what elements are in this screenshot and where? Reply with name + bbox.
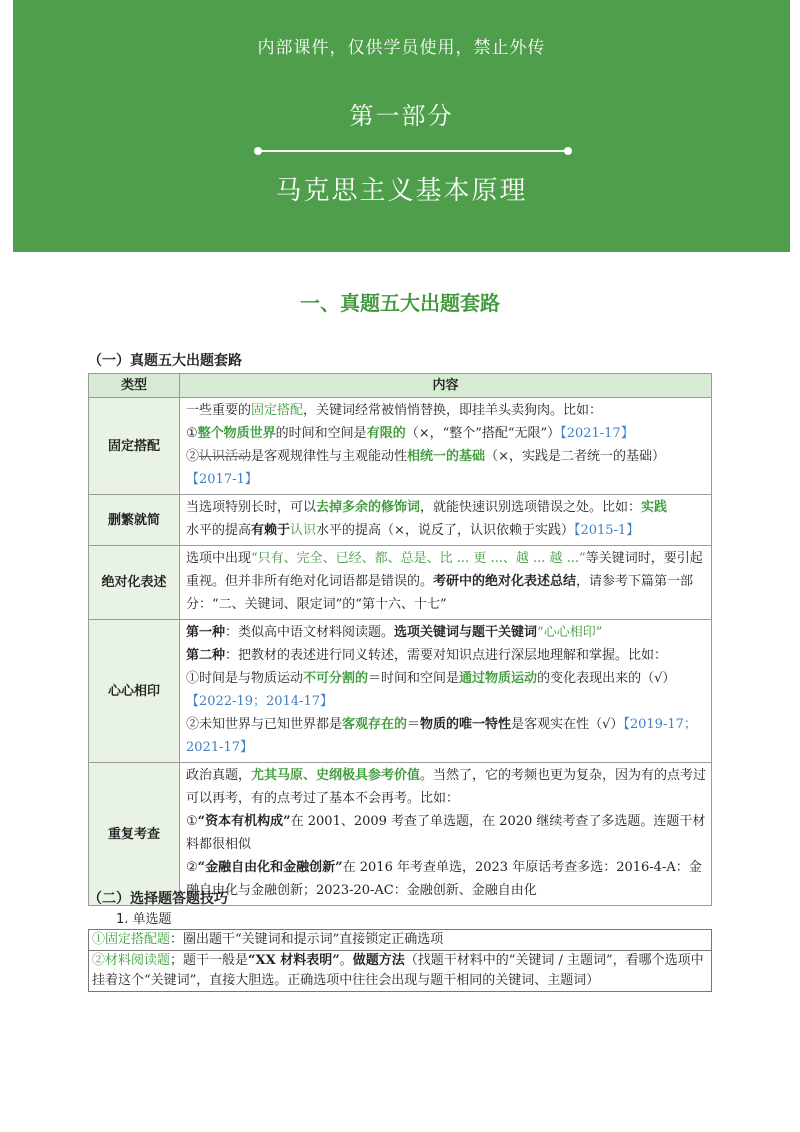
exam-reference: 【2022-19；2014-17】 bbox=[186, 694, 334, 709]
section-title: 一、真题五大出题套路 bbox=[300, 291, 500, 315]
tip-row bbox=[89, 930, 711, 950]
text: 一些重要的 bbox=[186, 403, 252, 418]
tips-subheading: 1. 单选题 bbox=[116, 912, 172, 927]
bold-text: 考研中的绝对化表述总结 bbox=[433, 574, 577, 589]
text: （找题干材料中的“关键词 / 主题词”，看哪个选项中挂着这个“关键词”，直接大胆选。正确选项中往往会出现与题干相同的关键词、主题词） bbox=[92, 953, 704, 988]
text: 的变化表现出来的（√） bbox=[537, 671, 676, 686]
highlight-text: 相统一的基础 bbox=[407, 449, 486, 464]
highlight-text: 去掉多余的修饰词 bbox=[316, 500, 421, 515]
bold-text: 第一种 bbox=[186, 625, 226, 640]
highlight-text: 认识 bbox=[290, 523, 317, 538]
text: ，请参考下篇第一部分：“二、关键词、限定词”的“第十六、十七” bbox=[186, 574, 694, 612]
single-choice-tips-box bbox=[88, 929, 712, 992]
bold-text: “资本有机构成” bbox=[197, 814, 291, 829]
text: ① bbox=[186, 814, 198, 829]
text: （×，实践是二者统一的基础） bbox=[485, 449, 665, 464]
table-row bbox=[89, 546, 712, 620]
column-header-content: 内容 bbox=[180, 374, 712, 398]
bold-text: 选项关键词与题干关键词 bbox=[394, 625, 538, 640]
text: ：圈出题干“关键词和提示词”直接锁定正确选项 bbox=[170, 932, 444, 947]
bold-text: 有赖于 bbox=[251, 523, 291, 538]
row-type-label: 心心相印 bbox=[89, 620, 180, 763]
text: ② bbox=[186, 860, 198, 875]
text: ②未知世界与已知世界都是 bbox=[186, 717, 343, 732]
exam-reference: 【2015-1】 bbox=[573, 523, 640, 538]
highlight-text: 有限的 bbox=[366, 426, 406, 441]
text: ；题干一般是 bbox=[170, 953, 249, 968]
column-header-type: 类型 bbox=[89, 374, 180, 398]
highlight-text: 整个物质世界 bbox=[197, 426, 276, 441]
row-type-label: 重复考查 bbox=[89, 763, 180, 906]
bold-text: 第二种 bbox=[186, 648, 226, 663]
title-banner bbox=[13, 0, 790, 252]
row-type-label: 删繁就简 bbox=[89, 495, 180, 546]
text: （×，“整个”搭配“无限”） bbox=[405, 426, 561, 441]
text: 水平的提高 bbox=[186, 523, 252, 538]
table-row bbox=[89, 763, 712, 906]
highlight-text: 固定搭配 bbox=[251, 403, 304, 418]
text: ＝ bbox=[407, 717, 421, 732]
subject-title: 马克思主义基本原理 bbox=[275, 176, 528, 206]
exam-reference: 【2019-17；2021-17】 bbox=[186, 717, 697, 755]
row-content bbox=[180, 398, 712, 495]
row-type-label: 固定搭配 bbox=[89, 398, 180, 495]
bold-text: “XX 材料表明” bbox=[248, 953, 340, 968]
table-row bbox=[89, 620, 712, 763]
text: 当选项特别长时，可以 bbox=[186, 500, 317, 515]
highlight-text: 客观存在的 bbox=[342, 717, 408, 732]
highlight-text: 实践 bbox=[641, 500, 668, 515]
row-content bbox=[180, 620, 712, 763]
highlight-text: 不可分割的 bbox=[303, 671, 369, 686]
text: 的时间和空间是 bbox=[275, 426, 367, 441]
question-patterns-table bbox=[88, 373, 712, 906]
table-row bbox=[89, 495, 712, 546]
highlight-text: “只有、完全、已经、都、总是、比 ... 更 ...、越 ... 越 ...” bbox=[251, 551, 586, 566]
text: ：把教材的表述进行同义转述，需要对知识点进行深层地理解和掌握。比如： bbox=[225, 648, 668, 663]
text: ：类似高中语文材料阅读题。 bbox=[225, 625, 395, 640]
text: 政治真题， bbox=[186, 768, 252, 783]
struck-text: 认识活动 bbox=[199, 449, 252, 464]
text: 是客观规律性与主观能动性 bbox=[251, 449, 408, 464]
tip-row bbox=[89, 950, 711, 991]
text: 在 2001、2009 考查了单选题，在 2020 继续考查了多选题。连题干材料都很相似 bbox=[186, 814, 706, 852]
exam-reference: 【2021-17】 bbox=[560, 426, 634, 441]
bold-text: 物质的唯一特性 bbox=[420, 717, 512, 732]
text: ，关键词经常被悄悄替换，即挂羊头卖狗肉。比如： bbox=[303, 403, 603, 418]
text: ② bbox=[186, 449, 200, 464]
text: 是客观实在性（√） bbox=[511, 717, 624, 732]
row-type-label: 绝对化表述 bbox=[89, 546, 180, 620]
divider-dot-right bbox=[564, 147, 572, 155]
text: 水平的提高（×，说反了，认识依赖于实践） bbox=[316, 523, 574, 538]
part-title: 第一部分 bbox=[349, 102, 454, 130]
text: ＝时间和空间是 bbox=[368, 671, 460, 686]
highlight-text: ①固定搭配题 bbox=[92, 932, 171, 947]
table-header-row bbox=[89, 374, 712, 398]
table-heading: （一）真题五大出题套路 bbox=[88, 353, 242, 369]
bold-text: 做题方法 bbox=[352, 953, 405, 968]
bold-text: “金融自由化和金融创新” bbox=[197, 860, 343, 875]
highlight-text: ②材料阅读题 bbox=[92, 953, 171, 968]
text: 。当然了，它的考频也更为复杂，因为有的点考过可以再考，有的点考过了基本不会再考。比如： bbox=[186, 768, 707, 806]
text: 在 2016 年考查单选，2023 年原话考查多选：2016-4-A：金融自由化与金融创新；2023-20-AC：金融创新、金融自由化 bbox=[186, 860, 702, 898]
confidential-notice: 内部课件，仅供学员使用，禁止外传 bbox=[257, 38, 546, 58]
text: ① bbox=[186, 426, 198, 441]
divider-line bbox=[258, 150, 568, 152]
tips-heading: （二）选择题答题技巧 bbox=[88, 891, 228, 907]
text: 等关键词时，要引起重视。但并非所有绝对化词语都是错误的。 bbox=[186, 551, 703, 589]
row-content bbox=[180, 763, 712, 906]
row-content bbox=[180, 546, 712, 620]
highlight-text: 通过物质运动 bbox=[459, 671, 538, 686]
text: 。 bbox=[339, 953, 353, 968]
row-content bbox=[180, 495, 712, 546]
table-row bbox=[89, 398, 712, 495]
divider-dot-left bbox=[254, 147, 262, 155]
highlight-text: 尤其马原、史纲极具参考价值 bbox=[251, 768, 421, 783]
highlight-text: “心心相印” bbox=[537, 625, 603, 640]
text: ，就能快速识别选项错误之处。比如： bbox=[420, 500, 642, 515]
exam-reference: 【2017-1】 bbox=[186, 472, 258, 487]
text: ①时间是与物质运动 bbox=[186, 671, 304, 686]
text: 选项中出现 bbox=[186, 551, 252, 566]
